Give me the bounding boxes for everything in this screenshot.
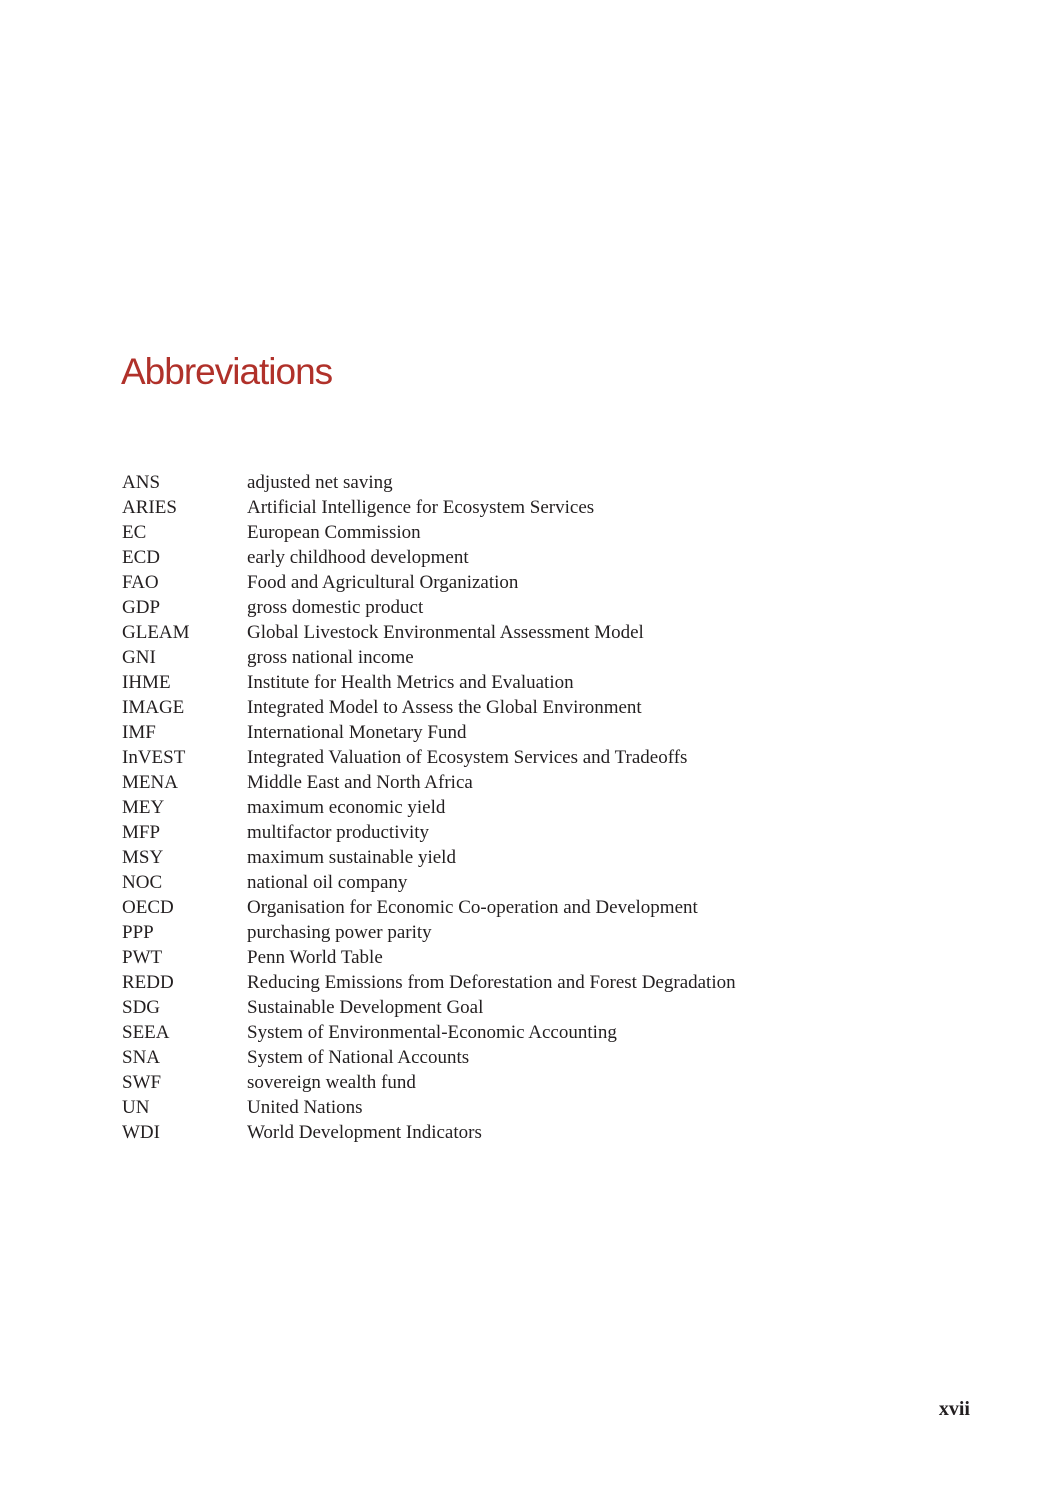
abbreviation-definition: Middle East and North Africa [247,772,473,793]
abbreviation-definition: United Nations [247,1097,363,1118]
abbreviation-term: ANS [122,472,161,493]
abbreviation-term: UN [122,1097,150,1118]
abbreviation-row [122,520,942,545]
page-number: xvii [938,1398,970,1420]
abbreviation-definition: World Development Indicators [247,1122,482,1143]
abbreviation-row [122,495,942,520]
abbreviation-definition: adjusted net saving [247,472,393,493]
abbreviation-definition: European Commission [247,522,421,543]
abbreviation-definition: Institute for Health Metrics and Evaluation [247,672,574,693]
abbreviation-term: ARIES [122,497,177,518]
abbreviation-row [122,745,942,770]
abbreviation-definition: Food and Agricultural Organization [247,572,519,593]
abbreviation-definition: Organisation for Economic Co-operation and Development [247,897,698,918]
abbreviation-term: IMF [122,722,156,743]
abbreviation-row [122,695,942,720]
abbreviation-row [122,545,942,570]
abbreviation-definition: maximum sustainable yield [247,847,456,868]
abbreviation-row [122,1120,942,1145]
abbreviation-term: SDG [122,997,161,1018]
abbreviation-term: MFP [122,822,161,843]
abbreviation-term: FAO [122,572,159,593]
abbreviation-row [122,595,942,620]
abbreviation-row [122,795,942,820]
abbreviation-row [122,770,942,795]
abbreviation-row [122,820,942,845]
abbreviation-row [122,645,942,670]
abbreviation-term: WDI [122,1122,160,1143]
abbreviation-row [122,1070,942,1095]
abbreviation-definition: sovereign wealth fund [247,1072,416,1093]
abbreviation-list [122,470,942,1145]
abbreviation-definition: early childhood development [247,547,469,568]
abbreviation-row [122,1045,942,1070]
abbreviation-term: EC [122,522,147,543]
abbreviation-term: SEEA [122,1022,170,1043]
abbreviation-term: IHME [122,672,171,693]
abbreviation-term: GDP [122,597,161,618]
abbreviation-definition: gross national income [247,647,414,668]
abbreviation-term: ECD [122,547,160,568]
abbreviation-term: InVEST [122,747,186,768]
abbreviation-definition: multifactor productivity [247,822,430,843]
abbreviation-term: NOC [122,872,163,893]
abbreviation-term: PWT [122,947,163,968]
abbreviation-definition: maximum economic yield [247,797,446,818]
abbreviation-term: PPP [122,922,154,943]
abbreviation-term: MENA [122,772,178,793]
abbreviation-term: OECD [122,897,174,918]
abbreviation-term: MSY [122,847,164,868]
abbreviation-row [122,670,942,695]
abbreviation-definition: Penn World Table [247,947,383,968]
abbreviation-row [122,845,942,870]
abbreviation-row [122,1095,942,1120]
abbreviation-definition: Sustainable Development Goal [247,997,484,1018]
page-title: Abbreviations [121,351,333,392]
abbreviation-row [122,920,942,945]
abbreviation-definition: System of National Accounts [247,1047,470,1068]
abbreviation-row [122,720,942,745]
abbreviation-definition: Global Livestock Environmental Assessment Model [247,622,644,643]
abbreviation-row [122,1020,942,1045]
abbreviation-row [122,945,942,970]
abbreviation-term: IMAGE [122,697,185,718]
abbreviation-term: MEY [122,797,165,818]
abbreviation-row [122,995,942,1020]
abbreviation-definition: International Monetary Fund [247,722,467,743]
abbreviation-term: SWF [122,1072,162,1093]
abbreviation-definition: gross domestic product [247,597,424,618]
abbreviation-row [122,620,942,645]
abbreviation-definition: Integrated Valuation of Ecosystem Services and Tradeoffs [247,747,688,768]
abbreviation-definition: Reducing Emissions from Deforestation and Forest Degradation [247,972,736,993]
abbreviation-definition: national oil company [247,872,408,893]
abbreviation-definition: Artificial Intelligence for Ecosystem Services [247,497,595,518]
abbreviation-term: GNI [122,647,156,668]
abbreviation-definition: System of Environmental-Economic Accounting [247,1022,617,1043]
abbreviation-definition: purchasing power parity [247,922,432,943]
abbreviation-term: GLEAM [122,622,190,643]
abbreviation-row [122,570,942,595]
abbreviation-term: REDD [122,972,174,993]
abbreviation-row [122,970,942,995]
abbreviation-row [122,470,942,495]
abbreviation-row [122,870,942,895]
abbreviation-row [122,895,942,920]
abbreviation-term: SNA [122,1047,161,1068]
abbreviation-definition: Integrated Model to Assess the Global Environment [247,697,642,718]
